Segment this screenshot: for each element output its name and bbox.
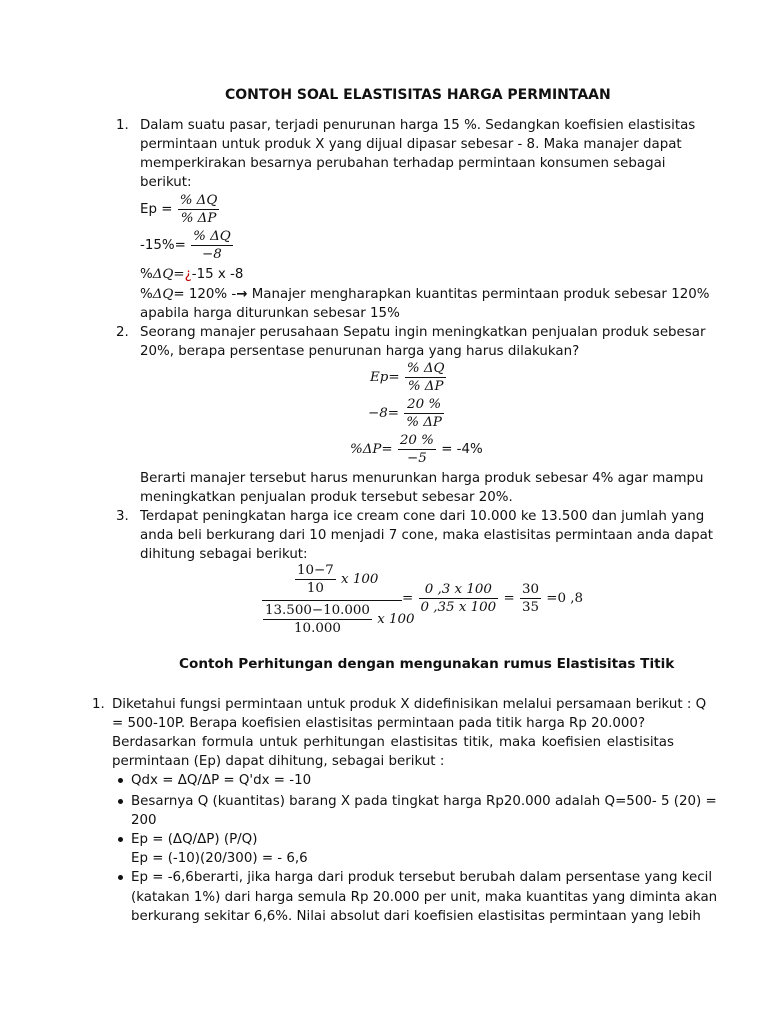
text-line: permintaan (Ep) dapat dihitung, sebagai berikut :	[112, 754, 445, 769]
equation-minus8	[368, 396, 445, 431]
text-line: permintaan untuk produk X yang dijual dipasar sebesar - 8. Maka manajer dapat	[140, 137, 682, 152]
eq-left: Ep=	[370, 370, 400, 385]
text-line: Terdapat peningkatan harga ice cream cone dari 10.000 ke 13.500 dan jumlah yang	[140, 509, 705, 524]
bullet-dot	[118, 778, 123, 783]
bullet-text: Ep = (ΔQ/ΔP) (P/Q)	[131, 832, 258, 847]
eq-tail: Manajer mengharapkan kuantitas permintaan produk sebesar 120%	[247, 287, 710, 302]
text-line: meningkatkan penjualan produk tersebut sebesar 20%.	[140, 490, 513, 505]
equation-result-line	[140, 285, 709, 304]
result: =0 ,8	[546, 591, 584, 606]
percent-sign: %	[140, 267, 153, 282]
text-line: apabila harga diturunkan sebesar 15%	[140, 306, 400, 321]
right-side	[402, 581, 583, 616]
fraction	[520, 581, 541, 616]
equals-sign: =	[503, 591, 515, 606]
eq-left: Ep =	[140, 202, 173, 217]
text-line: = 500-10P. Berapa koefisien elastisitas permintaan pada titik harga Rp 20.000?	[112, 716, 646, 731]
fraction-denominator: 0 ,35 x 100	[420, 600, 497, 615]
equals-sign: =	[173, 267, 185, 282]
eq-rest: = 120% -	[173, 287, 237, 302]
fraction-denominator: % ΔP	[407, 379, 444, 394]
section-title: Contoh Perhitungan dengan mengunakan rumus Elastisitas Titik	[179, 656, 675, 672]
item-number: 1.	[116, 118, 129, 133]
text-line: memperkirakan besarnya perubahan terhadap permintaan konsumen sebagai	[140, 156, 666, 171]
fraction	[295, 562, 336, 597]
item-number: 3.	[116, 509, 129, 524]
fraction-numerator: % ΔQ	[179, 193, 218, 208]
text-line: Diketahui fungsi permintaan untuk produk X didefinisikan melalui persamaan berikut : Q	[112, 697, 707, 712]
text-line: Berdasarkan formula untuk perhitungan elastisitas titik, maka koefisien elastisitas	[112, 735, 674, 750]
fraction-numerator: 13.500−10.000	[265, 603, 370, 618]
eq-left: −8=	[368, 406, 399, 421]
outer-denominator	[262, 602, 415, 637]
bullet-dot	[118, 799, 123, 804]
fraction-numerator: 10−7	[297, 563, 334, 578]
text-line: berikut:	[140, 175, 192, 190]
equation-delta-p	[350, 432, 483, 467]
fraction	[404, 396, 444, 431]
fraction-denominator: 10.000	[294, 621, 341, 636]
text-line: 20%, berapa persentase penurunan harga yang harus dilakukan?	[140, 344, 580, 359]
fraction	[191, 228, 233, 263]
fraction-numerator: 30	[521, 582, 540, 597]
document-title: CONTOH SOAL ELASTISITAS HARGA PERMINTAAN	[225, 87, 611, 103]
fraction-numerator: 20 %	[404, 396, 444, 414]
fraction	[178, 192, 220, 227]
equation-delta-q	[140, 265, 243, 284]
fraction-numerator: % ΔQ	[406, 361, 445, 376]
fraction	[263, 602, 372, 637]
text-line: Berarti manajer tersebut harus menurunkan harga produk sebesar 4% agar mampu	[140, 471, 704, 486]
outer-fraction-bar	[262, 600, 402, 601]
percent-sign: %	[140, 287, 153, 302]
text-line: anda beli berkurang dari 10 menjadi 7 cone, maka elastisitas permintaan anda dapat	[140, 528, 714, 543]
text-line: Dalam suatu pasar, terjadi penurunan harga 15 %. Sedangkan koefisien elastisitas	[140, 118, 696, 133]
fraction	[398, 432, 436, 467]
equation-ep	[140, 192, 220, 227]
bullet-text: Ep = (-10)(20/300) = - 6,6	[131, 851, 308, 866]
text-line: dihitung sebagai berikut:	[140, 547, 308, 562]
bullet-text: Ep = -6,6berarti, jika harga dari produk tersebut berubah dalam persentase yang kecil	[131, 870, 713, 885]
multiplier: x 100	[341, 572, 379, 587]
fraction-denominator: 10	[306, 581, 324, 596]
fraction	[419, 581, 499, 616]
bullet-dot	[118, 837, 123, 842]
fraction-denominator: % ΔP	[406, 415, 442, 430]
eq-rest: -15 x -8	[191, 267, 244, 282]
bullet-text: Qdx = ΔQ/ΔP = Q'dx = -10	[131, 773, 312, 788]
equation-ep-2	[370, 360, 447, 395]
fraction-denominator: −8	[202, 247, 222, 262]
bullet-text: 200	[131, 813, 157, 828]
delta-q-symbol: ΔQ	[152, 267, 174, 282]
fraction-denominator: % ΔP	[180, 211, 217, 226]
item-number: 1.	[92, 697, 105, 712]
fraction-numerator: 20 %	[399, 433, 434, 448]
text-line: Seorang manajer perusahaan Sepatu ingin meningkatkan penjualan produk sebesar	[140, 325, 706, 340]
fraction-denominator: −5	[407, 451, 427, 466]
fraction-denominator: 35	[521, 600, 540, 615]
delta-q-symbol: ΔQ	[152, 287, 174, 302]
fraction-numerator: 0 ,3 x 100	[419, 581, 499, 599]
eq-left: %ΔP=	[350, 442, 393, 457]
item-number: 2.	[116, 325, 129, 340]
outer-numerator	[294, 562, 378, 597]
inverted-question-mark: ¿	[184, 267, 192, 282]
eq-right: = -4%	[441, 442, 483, 457]
right-arrow-icon: →	[236, 287, 248, 302]
fraction	[405, 360, 447, 395]
bullet-text: Besarnya Q (kuantitas) barang X pada tingkat harga Rp20.000 adalah Q=500- 5 (20) =	[131, 794, 717, 809]
bullet-text: (katakan 1%) dari harga semula Rp 20.000 per unit, maka kuantitas yang diminta akan	[131, 890, 718, 905]
multiplier: x 100	[377, 612, 415, 627]
equals-sign: =	[402, 591, 414, 606]
bullet-dot	[118, 875, 123, 880]
fraction-numerator: % ΔQ	[193, 229, 231, 244]
bullet-text: berkurang sekitar 6,6%. Nilai absolut dari koefisien elastisitas permintaan yang lebih	[131, 909, 701, 924]
eq-left: -15%=	[140, 238, 186, 253]
equation-minus15	[140, 228, 234, 263]
